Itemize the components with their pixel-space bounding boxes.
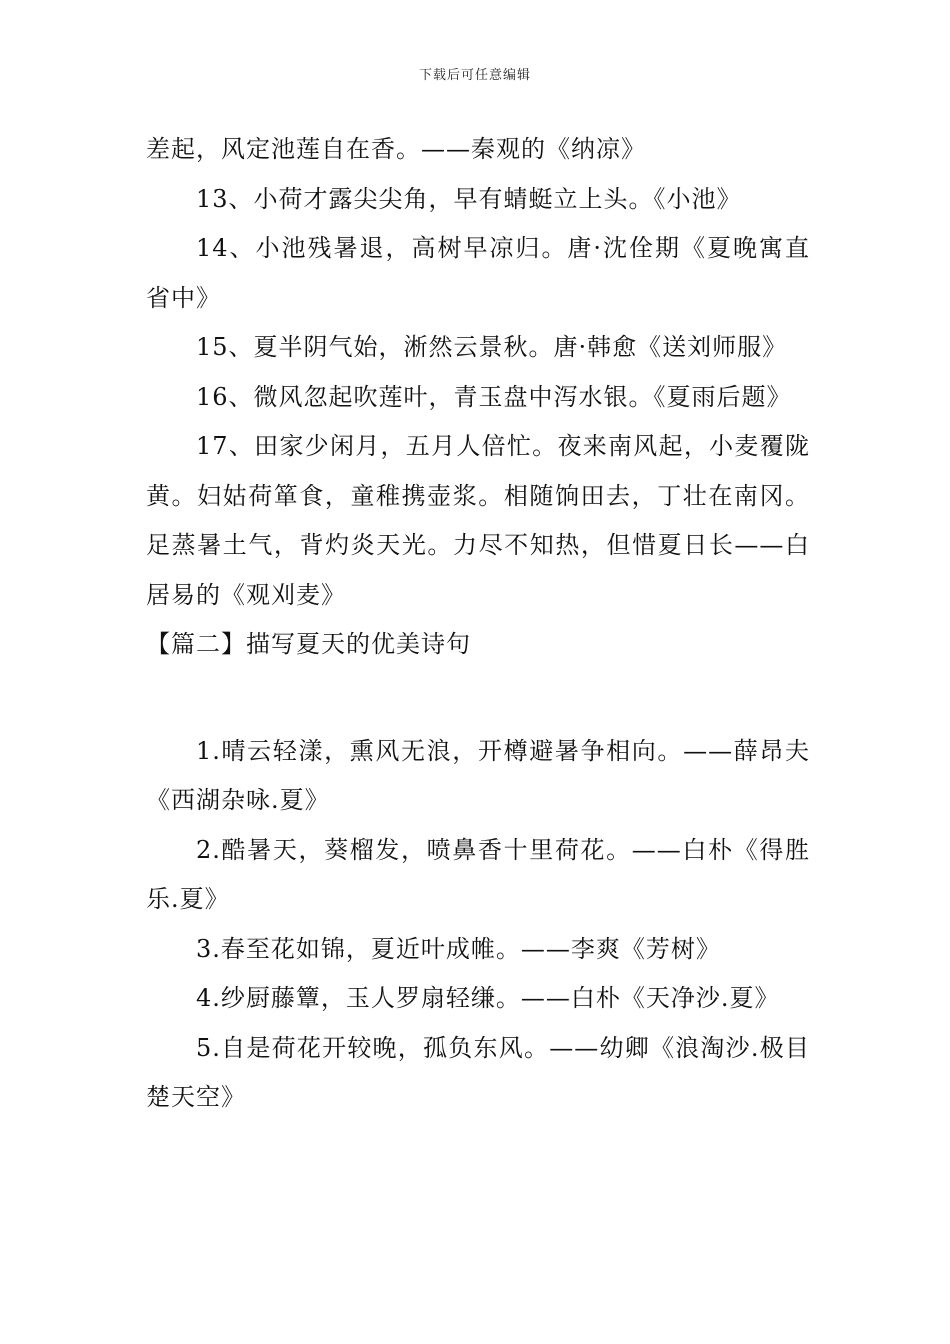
poem-line: 差起，风定池莲自在香。——秦观的《纳凉》: [146, 135, 646, 163]
poem-line: 15、夏半阴气始，淅然云景秋。唐·韩愈《送刘师服》: [196, 333, 788, 361]
poem-line: 14、小池残暑退，高树早凉归。唐·沈佺期《夏晚寓直省中》: [146, 234, 810, 312]
poem-line: 1.晴云轻漾，熏风无浪，开樽避暑争相向。——薛昂夫《西湖杂咏.夏》: [146, 736, 810, 814]
poem-line: 5.自是荷花开较晚，孤负东风。——幼卿《浪淘沙.极目楚天空》: [146, 1033, 810, 1111]
section-spacer: [146, 670, 810, 727]
section-title: 【篇二】描写夏天的优美诗句: [146, 630, 471, 658]
poem-line: 17、田家少闲月，五月人倍忙。夜来南风起，小麦覆陇黄。妇姑荷箪食，童稚携壶浆。相随饷田去，丁壮在南冈。足蒸暑土气，背灼炎天光。力尽不知热，但惜夏日长——白居易的《观刈麦》: [146, 432, 810, 609]
poem-line: 16、微风忽起吹莲叶，青玉盘中泻水银。《夏雨后题》: [196, 382, 792, 411]
page-header-note: 下载后可任意编辑: [418, 68, 531, 83]
poem-line: 2.酷暑天，葵榴发，喷鼻香十里荷花。——白朴《得胜乐.夏》: [146, 835, 810, 913]
poem-line: 4.纱厨藤簟，玉人罗扇轻缣。——白朴《天净沙.夏》: [196, 984, 780, 1012]
document-body: [146, 125, 810, 1123]
poem-line: 3.春至花如锦，夏近叶成帷。——李爽《芳树》: [196, 934, 721, 963]
poem-line: 13、小荷才露尖尖角，早有蜻蜓立上头。《小池》: [196, 184, 742, 213]
